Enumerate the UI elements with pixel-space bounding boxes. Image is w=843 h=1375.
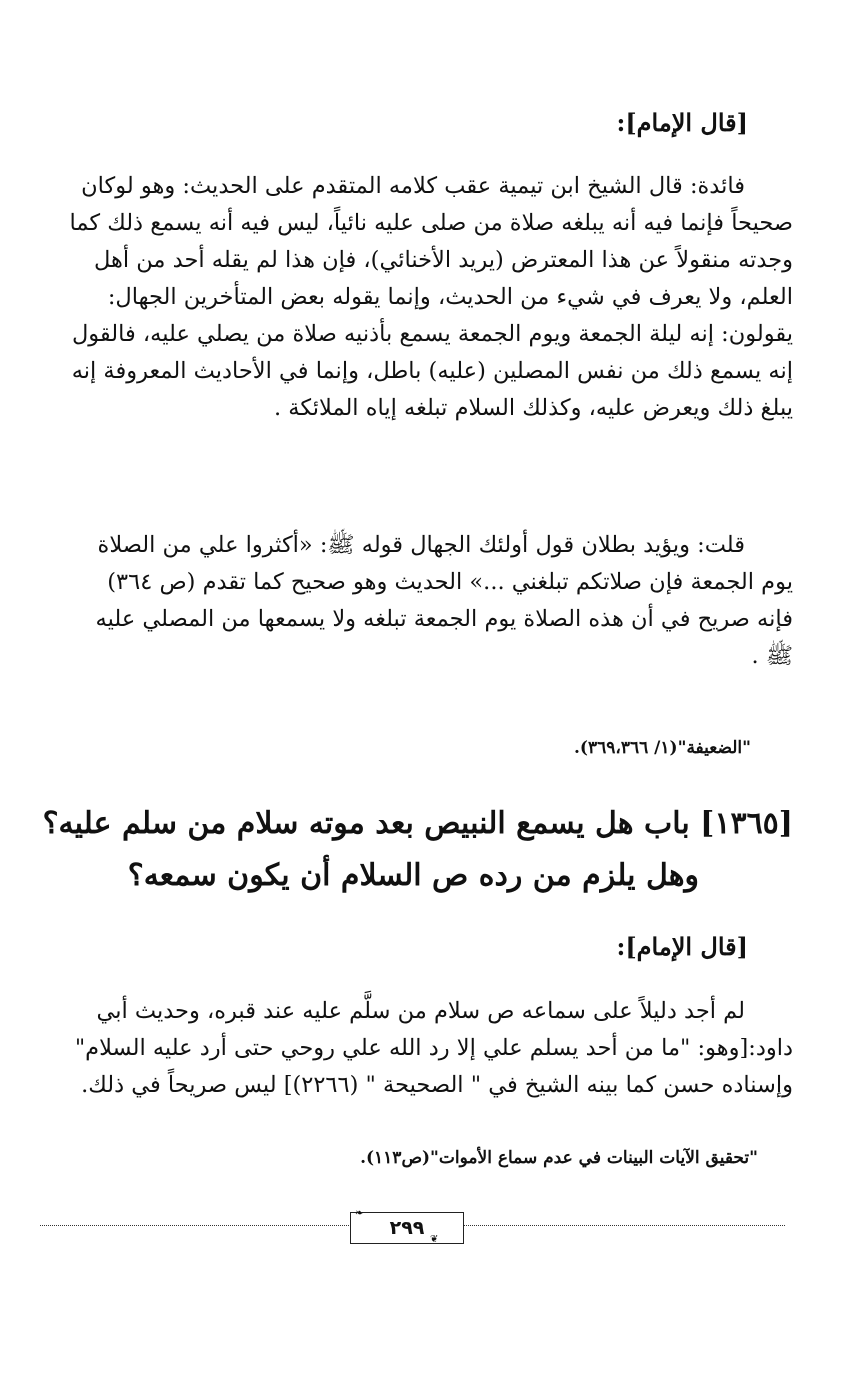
text-line: العلم، ولا يعرف في شيء من الحديث، وإنما يقوله بعض المتأخرين الجهال: [107,284,793,310]
paragraph-sama [48,993,793,1104]
chapter-title-line: [١٣٦٥] باب هل يسمع النبيص بعد موته سلام من سلم عليه؟ [42,806,793,841]
section-header: [قال الإمام]: [616,108,748,137]
paragraph-fawaid [48,168,793,427]
text-line: ﷺ . [751,643,793,669]
text-line: داود:[وهو: "ما من أحد يسلم علي إلا رد الله علي روحي حتى أرد عليه السلام" [74,1035,793,1061]
ornament-icon: ❦ [430,1234,439,1245]
text-line: فائدة: قال الشيخ ابن تيمية عقب كلامه المتقدم على الحديث: وهو لوكان [81,173,745,199]
paragraph-qultu [48,527,793,675]
chapter-title-line: وهل يلزم من رده ص السلام أن يكون سمعه؟ [127,858,699,893]
text-line: إنه يسمع ذلك من نفس المصلين (عليه) باطل، وإنما في الأحاديث المعروفة إنه [71,358,793,384]
text-line: وإسناده حسن كما بينه الشيخ في " الصحيحة " (٢٢٦٦)] ليس صريحاً في ذلك. [81,1072,793,1098]
ornament-icon: ❧ [355,1208,364,1219]
text-line: صحيحاً فإنما فيه أنه يبلغه صلاة من صلى عليه نائياً، ليس فيه أنه يسمع ذلك كما [69,210,793,236]
text-line: يبلغ ذلك ويعرض عليه، وكذلك السلام تبلغه إياه الملائكة . [273,395,793,421]
text-line: فإنه صريح في أن هذه الصلاة يوم الجمعة تبلغه ولا يسمعها من المصلي عليه [95,606,793,632]
text-line: وجدته منقولاً عن هذا المعترض (يريد الأخنائي)، فإن هذا لم يقله أحد من أهل [94,247,793,273]
text-line: قلت: ويؤيد بطلان قول أولئك الجهال قوله ﷺ: «أكثروا علي من الصلاة [97,532,745,558]
page-number: ٢٩٩ [350,1212,464,1244]
text-line: يوم الجمعة فإن صلاتكم تبلغني ...» الحديث وهو صحيح كما تقدم (ص ٣٦٤) [107,569,793,595]
section-header: [قال الإمام]: [616,932,748,961]
source-citation: "الضعيفة"(١/ ٣٦٩،٣٦٦). [574,738,751,758]
text-line: يقولون: إنه ليلة الجمعة ويوم الجمعة يسمع بأذنيه صلاة من يصلي عليه، فالقول [71,321,793,347]
chapter-title [43,798,793,902]
source-citation: "تحقيق الآيات البينات في عدم سماع الأموات"(ص١١٣). [360,1148,758,1168]
text-line: لم أجد دليلاً على سماعه ص سلام من سلَّم عليه عند قبره، وحديث أبي [96,998,745,1024]
